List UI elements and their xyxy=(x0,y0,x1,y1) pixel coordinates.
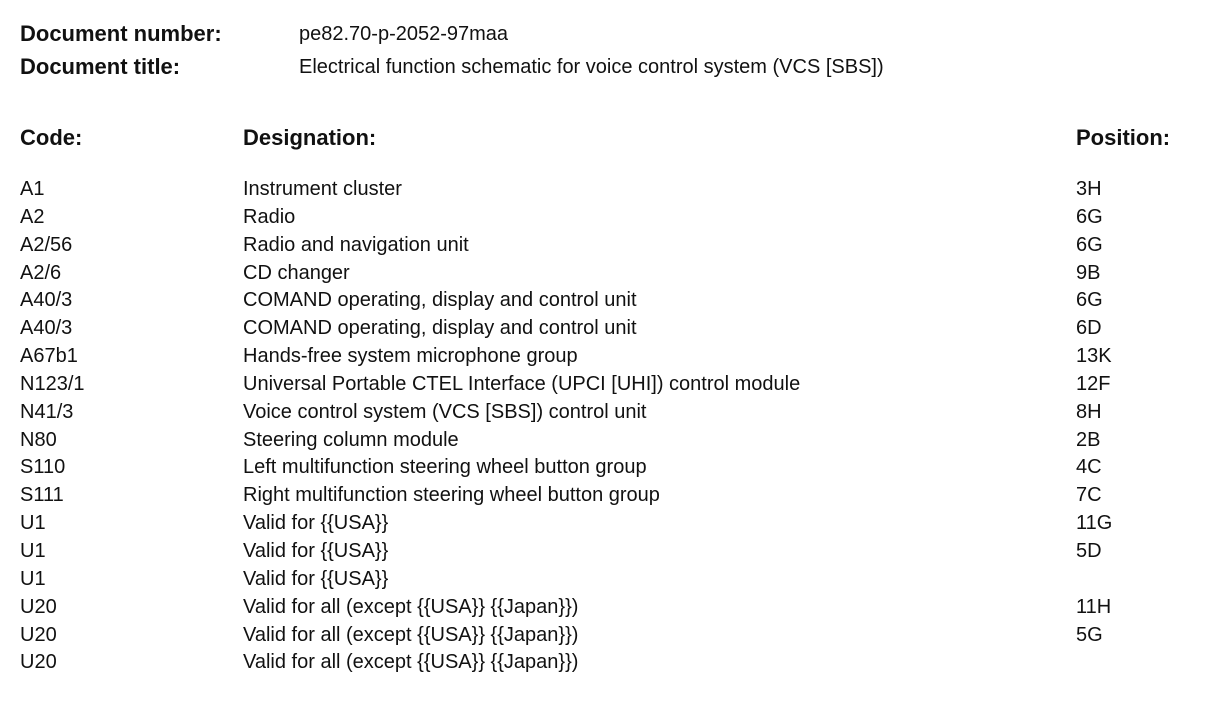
code-cell: A40/3 xyxy=(20,317,73,340)
code-cell: A2/56 xyxy=(20,233,73,256)
position-cell: 11H xyxy=(1076,595,1112,618)
code-cell: U20 xyxy=(20,651,57,674)
code-cell: S110 xyxy=(20,456,66,479)
table-row xyxy=(0,232,1228,260)
designation-cell: Left multifunction steering wheel button group xyxy=(243,456,647,479)
table-row xyxy=(0,260,1228,288)
code-column-header: Code: xyxy=(20,125,83,150)
table-row xyxy=(0,622,1228,650)
designation-cell: Steering column module xyxy=(243,428,459,451)
table-row xyxy=(0,371,1228,399)
designation-cell: Voice control system (VCS [SBS]) control unit xyxy=(243,400,647,423)
document-title-value: Electrical function schematic for voice control system (VCS [SBS]) xyxy=(299,56,884,78)
designation-cell: Instrument cluster xyxy=(243,178,402,200)
code-cell: A2 xyxy=(20,205,45,228)
designation-cell: Valid for all (except {{USA}} {{Japan}}) xyxy=(243,651,579,674)
document-number-label: Document number: xyxy=(20,21,222,46)
table-row xyxy=(0,343,1228,371)
designation-cell: Valid for all (except {{USA}} {{Japan}}) xyxy=(243,595,579,618)
designation-cell: Valid for {{USA}} xyxy=(243,512,389,535)
position-cell: 8H xyxy=(1076,400,1102,423)
table-row xyxy=(0,510,1228,538)
designation-cell: Valid for {{USA}} xyxy=(243,539,389,562)
designation-column-header: Designation: xyxy=(243,125,377,150)
table-row xyxy=(0,594,1228,622)
designation-cell: COMAND operating, display and control unit xyxy=(243,317,637,340)
table-row xyxy=(0,482,1228,510)
table-row xyxy=(0,315,1228,343)
designation-cell: COMAND operating, display and control unit xyxy=(243,289,637,312)
table-row xyxy=(0,538,1228,566)
designation-cell: Universal Portable CTEL Interface (UPCI [UHI]) control module xyxy=(243,372,801,395)
table-row xyxy=(0,454,1228,482)
position-column-header: Position: xyxy=(1076,125,1171,150)
position-cell: 6G xyxy=(1076,205,1103,228)
position-cell: 11G xyxy=(1076,512,1113,535)
position-cell: 7C xyxy=(1076,484,1102,507)
position-cell: 13K xyxy=(1076,345,1112,368)
code-cell: A2/6 xyxy=(20,261,62,284)
table-row xyxy=(0,566,1228,594)
code-cell: U1 xyxy=(20,567,46,590)
document-title-row xyxy=(20,53,884,81)
designation-cell: Right multifunction steering wheel button group xyxy=(243,484,660,507)
table-row xyxy=(0,399,1228,427)
position-cell: 4C xyxy=(1076,456,1102,479)
table-row xyxy=(0,649,1228,677)
table-row xyxy=(0,427,1228,455)
position-cell: 12F xyxy=(1076,372,1111,395)
position-cell: 2B xyxy=(1076,428,1101,451)
position-cell: 6G xyxy=(1076,233,1103,256)
code-cell: U20 xyxy=(20,595,57,618)
code-cell: A67b1 xyxy=(20,345,78,368)
designation-cell: Radio xyxy=(243,205,296,228)
code-cell: U1 xyxy=(20,539,46,562)
document-number-row xyxy=(20,20,508,48)
designation-cell: CD changer xyxy=(243,261,350,284)
table-row xyxy=(0,176,1228,204)
position-cell: 5D xyxy=(1076,539,1102,562)
position-cell: 6G xyxy=(1076,289,1103,312)
code-cell: A1 xyxy=(20,178,45,200)
position-cell: 6D xyxy=(1076,317,1102,340)
designation-cell: Valid for all (except {{USA}} {{Japan}}) xyxy=(243,623,579,646)
designation-cell: Valid for {{USA}} xyxy=(243,567,389,590)
table-row xyxy=(0,287,1228,315)
code-cell: S111 xyxy=(20,484,64,507)
code-cell: N123/1 xyxy=(20,372,85,395)
components-table-body xyxy=(0,176,1228,677)
position-cell: 9B xyxy=(1076,261,1101,284)
code-cell: U1 xyxy=(20,512,46,535)
code-cell: N80 xyxy=(20,428,57,451)
document-number-value: pe82.70-p-2052-97maa xyxy=(299,23,509,45)
designation-cell: Hands-free system microphone group xyxy=(243,345,578,368)
code-cell: N41/3 xyxy=(20,400,74,423)
table-row xyxy=(0,204,1228,232)
position-cell: 5G xyxy=(1076,623,1103,646)
designation-cell: Radio and navigation unit xyxy=(243,233,469,256)
position-cell: 3H xyxy=(1076,178,1102,200)
code-cell: A40/3 xyxy=(20,289,73,312)
code-cell: U20 xyxy=(20,623,57,646)
document-title-label: Document title: xyxy=(20,54,181,79)
